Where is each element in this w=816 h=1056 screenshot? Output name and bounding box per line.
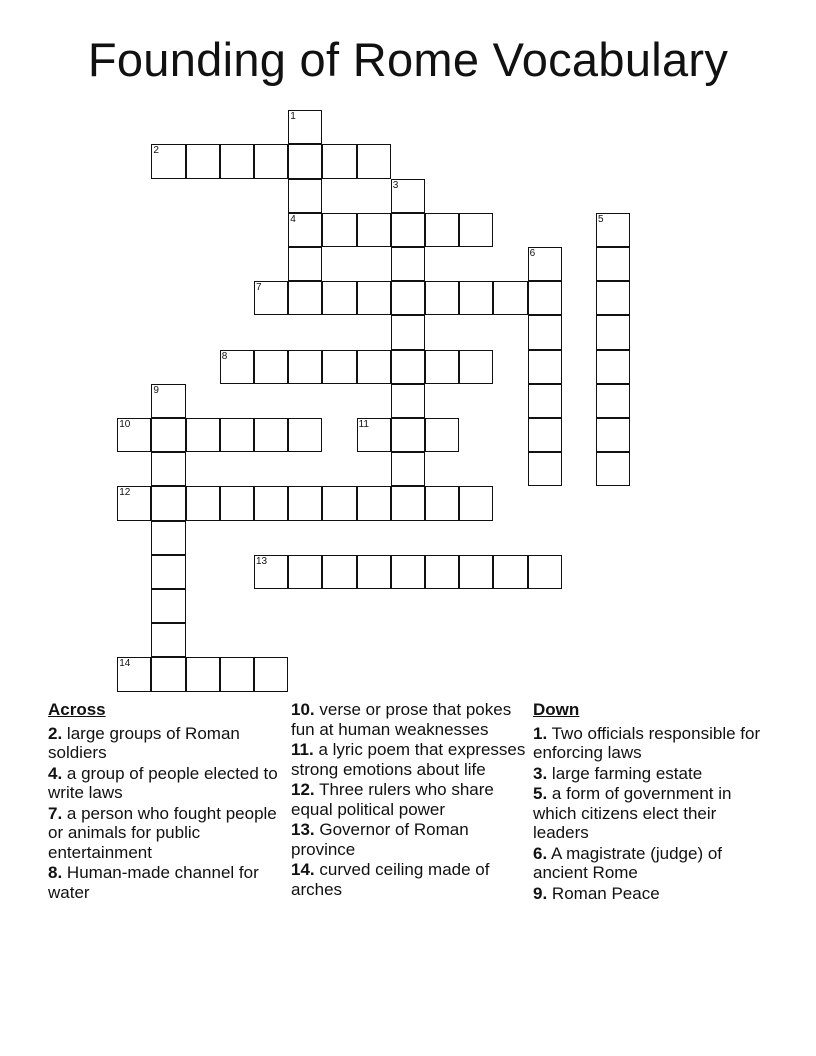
crossword-cell[interactable] — [596, 350, 630, 384]
cell-number: 3 — [392, 179, 399, 191]
crossword-cell[interactable] — [357, 213, 391, 247]
crossword-cell[interactable] — [596, 315, 630, 349]
crossword-cell[interactable] — [459, 213, 493, 247]
crossword-cell[interactable] — [117, 657, 151, 691]
crossword-cell[interactable] — [288, 247, 322, 281]
crossword-cell[interactable] — [357, 144, 391, 178]
crossword-cell[interactable] — [357, 350, 391, 384]
crossword-cell[interactable] — [493, 281, 527, 315]
crossword-cell[interactable] — [288, 486, 322, 520]
crossword-cell[interactable] — [391, 281, 425, 315]
clue-down-6: 6. A magistrate (judge) of ancient Rome — [533, 843, 723, 882]
crossword-cell[interactable] — [322, 281, 356, 315]
cell-number: 13 — [256, 555, 268, 567]
cell-number: 12 — [119, 487, 131, 499]
crossword-cell[interactable] — [186, 418, 220, 452]
crossword-cell[interactable] — [528, 247, 562, 281]
crossword-cell[interactable] — [596, 247, 630, 281]
crossword-cell[interactable] — [254, 281, 288, 315]
crossword-cell[interactable] — [288, 350, 322, 384]
crossword-cell[interactable] — [528, 452, 562, 486]
crossword-cell[interactable] — [357, 555, 391, 589]
clue-across-10: 10. verse or prose that pokes fun at human weaknesses — [291, 700, 512, 739]
crossword-cell[interactable] — [254, 418, 288, 452]
crossword-cell[interactable] — [528, 350, 562, 384]
crossword-cell[interactable] — [391, 555, 425, 589]
clue-across-8: 8. Human-made channel for water — [48, 863, 259, 902]
crossword-cell[interactable] — [357, 486, 391, 520]
crossword-cell[interactable] — [288, 213, 322, 247]
clue-down-3: 3. large farming estate — [533, 763, 703, 783]
crossword-cell[interactable] — [391, 418, 425, 452]
clue-across-12: 12. Three rulers who share equal political power — [291, 780, 494, 819]
crossword-cell[interactable] — [596, 384, 630, 418]
cell-number: 2 — [153, 145, 159, 157]
clue-across-11: 11. a lyric poem that expresses strong emotions about life — [291, 740, 526, 779]
cell-number: 7 — [256, 282, 262, 294]
crossword-cell[interactable] — [288, 179, 322, 213]
crossword-cell[interactable] — [357, 281, 391, 315]
crossword-cell[interactable] — [220, 350, 254, 384]
crossword-cell[interactable] — [254, 555, 288, 589]
crossword-cell[interactable] — [322, 213, 356, 247]
cell-number: 10 — [119, 419, 131, 430]
crossword-cell[interactable] — [151, 384, 185, 418]
crossword-cell[interactable] — [425, 350, 459, 384]
crossword-cell[interactable] — [528, 281, 562, 315]
crossword-cell[interactable] — [425, 213, 459, 247]
clue-across-14: 14. curved ceiling made of arches — [291, 860, 490, 899]
crossword-cell[interactable] — [151, 418, 185, 452]
crossword-cell[interactable] — [254, 486, 288, 520]
crossword-cell[interactable] — [220, 144, 254, 178]
crossword-cell[interactable] — [151, 555, 185, 589]
crossword-cell[interactable] — [425, 555, 459, 589]
crossword-cell[interactable] — [322, 555, 356, 589]
crossword-cell[interactable] — [528, 418, 562, 452]
crossword-cell[interactable] — [254, 657, 288, 691]
cell-number: 8 — [221, 350, 228, 362]
crossword-cell[interactable] — [288, 144, 322, 178]
clue-across-7: 7. a person who fought people or animals for public entertainment — [48, 803, 277, 862]
crossword-cell[interactable] — [186, 486, 220, 520]
crossword-cell[interactable] — [151, 623, 185, 657]
cell-number: 1 — [290, 111, 296, 123]
across-clues-column-1 — [48, 700, 278, 903]
crossword-cell[interactable] — [186, 657, 220, 691]
crossword-cell[interactable] — [288, 418, 322, 452]
crossword-cell[interactable] — [151, 589, 185, 623]
clue-across-4: 4. a group of people elected to write laws — [48, 763, 278, 802]
crossword-cell[interactable] — [254, 144, 288, 178]
crossword-cell[interactable] — [596, 213, 630, 247]
cell-number: 5 — [598, 213, 604, 225]
crossword-cell[interactable] — [391, 452, 425, 486]
down-heading: Down — [533, 700, 580, 719]
crossword-cell[interactable] — [151, 486, 185, 520]
crossword-cell[interactable] — [186, 144, 220, 178]
page-title: Founding of Rome Vocabulary — [87, 33, 729, 86]
crossword-cell[interactable] — [391, 179, 425, 213]
clue-across-13: 13. Governor of Roman province — [291, 820, 469, 859]
cell-number: 9 — [153, 384, 159, 396]
across-clues-column-2 — [291, 700, 526, 900]
crossword-cell[interactable] — [425, 418, 459, 452]
crossword-cell[interactable] — [596, 452, 630, 486]
crossword-cell[interactable] — [288, 555, 322, 589]
clue-across-2: 2. large groups of Roman soldiers — [48, 723, 240, 762]
crossword-cell[interactable] — [425, 281, 459, 315]
crossword-cell[interactable] — [220, 657, 254, 691]
crossword-cell[interactable] — [391, 350, 425, 384]
crossword-cell[interactable] — [596, 281, 630, 315]
crossword-cell[interactable] — [391, 247, 425, 281]
crossword-cell[interactable] — [459, 555, 493, 589]
crossword-cell[interactable] — [391, 213, 425, 247]
crossword-cell[interactable] — [357, 418, 391, 452]
crossword-cell[interactable] — [425, 486, 459, 520]
crossword-cell[interactable] — [493, 555, 527, 589]
crossword-cell[interactable] — [322, 144, 356, 178]
crossword-cell[interactable] — [117, 486, 151, 520]
crossword-cell[interactable] — [254, 350, 288, 384]
crossword-cell[interactable] — [117, 418, 151, 452]
crossword-cell[interactable] — [391, 384, 425, 418]
clue-down-1: 1. Two officials responsible for enforcing laws — [533, 723, 761, 762]
crossword-cell[interactable] — [151, 144, 185, 178]
crossword-cell[interactable] — [528, 555, 562, 589]
crossword-cell[interactable] — [288, 110, 322, 144]
crossword-cell[interactable] — [322, 350, 356, 384]
across-heading: Across — [48, 700, 106, 719]
crossword-cell[interactable] — [288, 281, 322, 315]
cell-number: 14 — [119, 658, 131, 670]
crossword-cell[interactable] — [459, 281, 493, 315]
crossword-cell[interactable] — [391, 486, 425, 520]
cell-number: 6 — [529, 248, 536, 259]
crossword-cell[interactable] — [528, 315, 562, 349]
crossword-cell[interactable] — [596, 418, 630, 452]
cell-number: 11 — [358, 419, 369, 430]
crossword-cell[interactable] — [220, 418, 254, 452]
down-clues-column — [533, 700, 773, 904]
crossword-cell[interactable] — [528, 384, 562, 418]
crossword-cell[interactable] — [151, 452, 185, 486]
crossword-cell[interactable] — [391, 315, 425, 349]
crossword-cell[interactable] — [459, 350, 493, 384]
crossword-cell[interactable] — [151, 657, 185, 691]
crossword-cell[interactable] — [322, 486, 356, 520]
clue-down-9: 9. Roman Peace — [533, 883, 660, 903]
crossword-cell[interactable] — [459, 486, 493, 520]
clue-down-5: 5. a form of government in which citizens elect their leaders — [533, 784, 732, 842]
cell-number: 4 — [290, 213, 296, 225]
crossword-cell[interactable] — [220, 486, 254, 520]
crossword-cell[interactable] — [151, 521, 185, 555]
